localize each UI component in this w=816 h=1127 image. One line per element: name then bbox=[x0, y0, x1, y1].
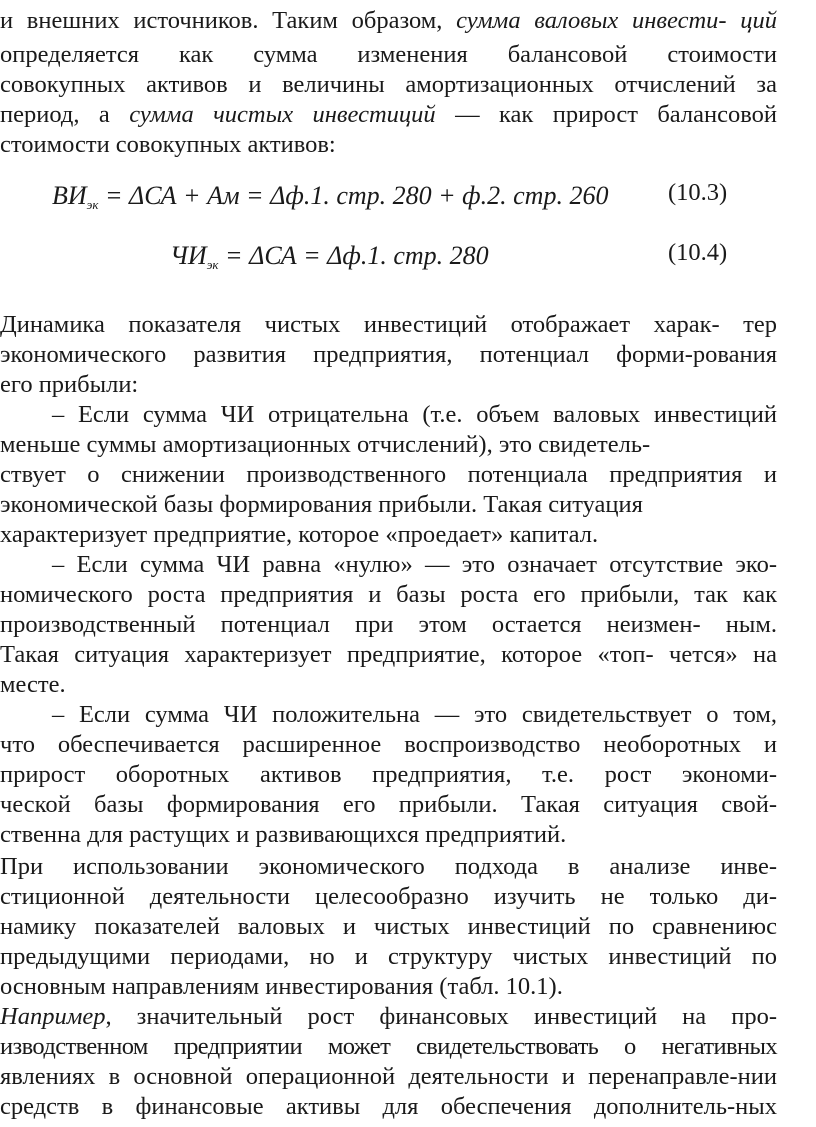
text-line: ствует о снижении производственного потенциала предприятия и bbox=[0, 461, 777, 488]
text-line: номического роста предприятия и базы роста его прибыли, так как bbox=[0, 581, 777, 608]
text-line: что обеспечивается расширенное воспроизводство необоротных и bbox=[0, 731, 777, 758]
text-line: ственна для растущих и развивающихся предприятий. bbox=[0, 821, 567, 848]
text-line: меньше суммы амортизационных отчислений), это свидетель- bbox=[0, 431, 651, 458]
text-line: явлениях в основной операционной деятельности и перенаправле-нии bbox=[0, 1063, 777, 1090]
list-item-line: – Если сумма ЧИ равна «нулю» — это означает отсутствие эко- bbox=[52, 551, 777, 578]
equation-number: (10.4) bbox=[668, 239, 728, 266]
text-span: , значительный рост финансовых инвестиций на про- bbox=[105, 1003, 777, 1030]
italic-term: сумма валовых инвести- ций bbox=[456, 7, 777, 34]
text-line bbox=[0, 6, 777, 36]
text-line: стоимости совокупных активов: bbox=[0, 131, 336, 158]
text-line: Динамика показателя чистых инвестиций отображает харак- тер bbox=[0, 311, 777, 338]
text-span: и внешних источников. Таким образом, bbox=[0, 7, 457, 34]
text-line: его прибыли: bbox=[0, 371, 139, 398]
list-item-line: – Если сумма ЧИ положительна — это свидетельствует о том, bbox=[52, 701, 777, 728]
text-line: месте. bbox=[0, 671, 66, 698]
text-line bbox=[0, 100, 777, 130]
text-line: экономической базы формирования прибыли. Такая ситуация bbox=[0, 491, 643, 518]
text-span: период, а bbox=[0, 101, 130, 128]
text-line: предыдущими периодами, но и структуру чистых инвестиций по bbox=[0, 943, 777, 970]
text-line: экономического развития предприятия, потенциал форми-рования bbox=[0, 341, 777, 368]
text-span: — как прирост балансовой bbox=[435, 101, 777, 128]
formula-lhs: ВИ bbox=[52, 181, 87, 210]
equation-number: (10.3) bbox=[668, 179, 728, 206]
formula-subscript: эк bbox=[206, 257, 219, 272]
formula-subscript: эк bbox=[86, 197, 99, 212]
text-line bbox=[0, 1002, 777, 1032]
text-line: намику показателей валовых и чистых инвестиций по сравнениюс bbox=[0, 913, 777, 940]
text-line: изводственном предприятии может свидетельствовать о негативных bbox=[0, 1033, 777, 1060]
formula-10-3 bbox=[52, 180, 608, 221]
text-line: основным направлениям инвестирования (табл. 10.1). bbox=[0, 973, 563, 1000]
text-line: производственный потенциал при этом остается неизмен- ным. bbox=[0, 611, 777, 638]
text-line: ческой базы формирования его прибыли. Такая ситуация свой- bbox=[0, 791, 777, 818]
text-line: Такая ситуация характеризует предприятие, которое «топ- чется» на bbox=[0, 641, 777, 668]
text-line: совокупных активов и величины амортизационных отчислений за bbox=[0, 71, 777, 98]
formula-lhs: ЧИ bbox=[170, 241, 207, 270]
italic-term: сумма чистых инвестиций bbox=[129, 101, 436, 128]
text-line: определяется как сумма изменения балансовой стоимости bbox=[0, 41, 777, 68]
formula-rhs: = ΔСА + Ам = Δф.1. стр. 280 + ф.2. стр. 260 bbox=[98, 181, 609, 210]
formula-10-4 bbox=[170, 240, 489, 281]
text-line: средств в финансовые активы для обеспечения дополнитель-ных bbox=[0, 1093, 777, 1120]
text-line: прирост оборотных активов предприятия, т.е. рост экономи- bbox=[0, 761, 777, 788]
text-line: стиционной деятельности целесообразно изучить не только ди- bbox=[0, 883, 777, 910]
italic-term: Например bbox=[0, 1003, 106, 1030]
text-line: При использовании экономического подхода в анализе инве- bbox=[0, 853, 777, 880]
formula-rhs: = ΔСА = Δф.1. стр. 280 bbox=[218, 241, 489, 270]
list-item-line: – Если сумма ЧИ отрицательна (т.е. объем валовых инвестиций bbox=[52, 401, 777, 428]
text-line: характеризует предприятие, которое «проедает» капитал. bbox=[0, 521, 599, 548]
